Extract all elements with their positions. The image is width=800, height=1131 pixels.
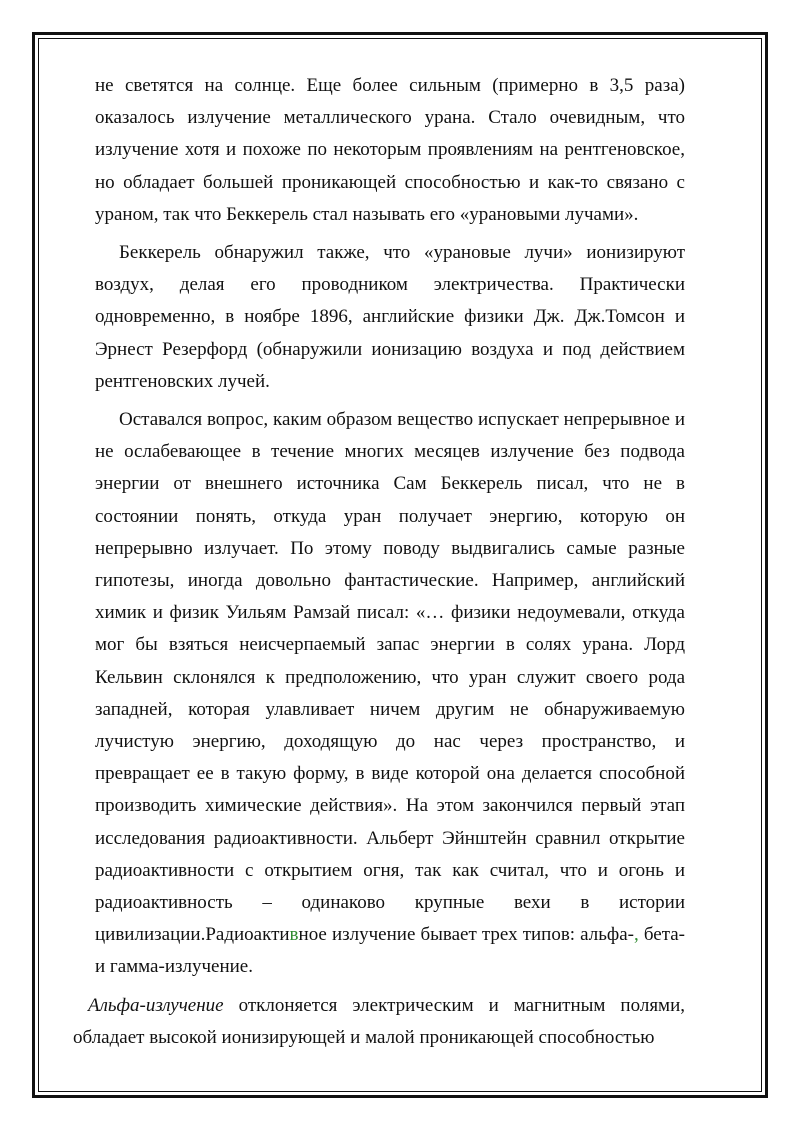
alpha-description: отклоняется электрическим и магнитным полями, обладает высокой ионизирующей и малой проникающей способностью xyxy=(73,994,685,1048)
paragraph-energy-text: Оставался вопрос, каким образом вещество испускает непрерывное и не ослабевающее в течение многих месяцев излучение без подвода энергии от внешнего источника Сам Беккерель писал, что не в состоянии понять, откуда уран получает энергию, которую он непрерывно излучает. По этому поводу выдвигались самые разные гипотезы, иногда довольно фантастические. Например, английский химик и физик Уильям Рамзай писал: «… физики недоумевали, откуда мог бы взяться неисчерпаемый запас энергии в солях урана. Лорд Кельвин склонялся к предположению, что уран служит своего рода западней, которая улавливает ничем другим не обнаруживаемую лучистую энергию, доходящую до нас через пространство, и превращает ее в такую форму, в виде которой она делается способной производить химические действия». На этом закончился первый этап исследования радиоактивности. Альберт Эйнштейн сравнил открытие радиоактивности с открытием огня, так как считал, что и огонь и радиоактивность – одинаково крупные вехи в истории цивилизации.Радиоакти xyxy=(95,409,685,946)
alpha-term: Альфа-излучение xyxy=(87,994,224,1016)
document-page xyxy=(73,70,685,1054)
highlighted-letter: в xyxy=(289,924,299,946)
paragraph-alpha-radiation xyxy=(73,990,685,1054)
paragraph-energy-question xyxy=(95,404,685,984)
highlighted-comma: , xyxy=(634,924,639,946)
paragraph-energy-text-end: бета- и гамма-излучение. xyxy=(95,924,685,978)
paragraph-uranium-rays: не светятся на солнце. Еще более сильным (примерно в 3,5 раза) оказалось излучение металлического урана. Стало очевидным, что излучение хотя и похоже по некоторым проявлениям на рентгеновское, но обладает большей проникающей способностью и как-то связано с ураном, так что Беккерель стал называть его «урановыми лучами». xyxy=(95,75,685,225)
paragraph-ionization: Беккерель обнаружил также, что «урановые лучи» ионизируют воздух, делая его проводником электричества. Практически одновременно, в ноябре 1896, английские физики Дж. Дж.Томсон и Эрнест Резерфорд (обнаружили ионизацию воздуха и под действием рентгеновских лучей. xyxy=(95,242,685,392)
paragraph-energy-text-cont: ное излучение бывает трех типов: альфа- xyxy=(298,924,634,946)
